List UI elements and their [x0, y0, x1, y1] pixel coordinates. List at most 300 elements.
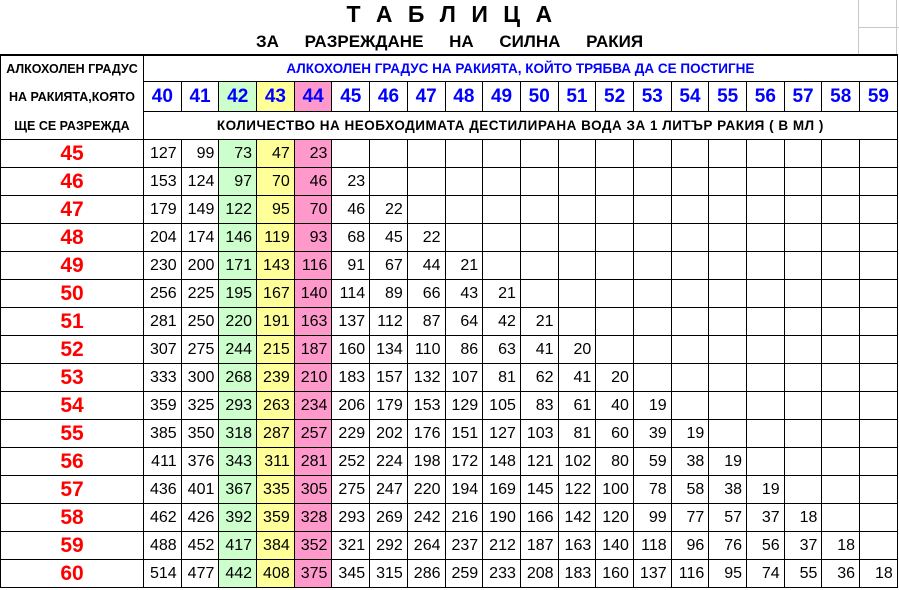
water-ml-cell: 392 [219, 504, 257, 532]
water-ml-cell: 19 [747, 476, 785, 504]
empty-cell [860, 532, 898, 560]
water-ml-cell: 401 [182, 476, 220, 504]
empty-cell [860, 280, 898, 308]
water-ml-cell: 187 [521, 532, 559, 560]
water-ml-cell: 376 [182, 448, 220, 476]
empty-cell [634, 196, 672, 224]
water-ml-cell: 45 [370, 224, 408, 252]
water-ml-cell: 142 [559, 504, 597, 532]
water-ml-cell: 55 [785, 560, 823, 588]
source-degree-55: 55 [1, 420, 144, 448]
water-ml-cell: 345 [332, 560, 370, 588]
empty-cell [634, 224, 672, 252]
water-ml-cell: 95 [709, 560, 747, 588]
water-ml-cell: 83 [521, 392, 559, 420]
empty-cell [860, 476, 898, 504]
water-ml-cell: 305 [295, 476, 333, 504]
empty-cell [596, 308, 634, 336]
water-ml-cell: 18 [785, 504, 823, 532]
empty-cell [672, 392, 710, 420]
empty-cell [634, 308, 672, 336]
water-ml-cell: 145 [521, 476, 559, 504]
target-degree-43: 43 [257, 82, 295, 112]
empty-cell [822, 476, 860, 504]
empty-cell [709, 280, 747, 308]
empty-cell [822, 280, 860, 308]
empty-cell [596, 224, 634, 252]
water-ml-cell: 134 [370, 336, 408, 364]
water-ml-cell: 264 [408, 532, 446, 560]
source-degree-59: 59 [1, 532, 144, 560]
water-ml-cell: 105 [483, 392, 521, 420]
water-ml-cell: 157 [370, 364, 408, 392]
empty-cell [634, 140, 672, 168]
source-degree-57: 57 [1, 476, 144, 504]
water-ml-cell: 242 [408, 504, 446, 532]
water-ml-cell: 122 [219, 196, 257, 224]
empty-cell [521, 168, 559, 196]
empty-cell [785, 364, 823, 392]
empty-cell [822, 448, 860, 476]
water-ml-cell: 194 [446, 476, 484, 504]
empty-cell [709, 392, 747, 420]
water-amount-header: КОЛИЧЕСТВО НА НЕОБХОДИМАТА ДЕСТИЛИРАНА ВОДА ЗА 1 ЛИТЪР РАКИЯ ( В МЛ ) [144, 112, 898, 140]
water-ml-cell: 124 [182, 168, 220, 196]
empty-cell [822, 252, 860, 280]
empty-cell [709, 224, 747, 252]
empty-cell [370, 140, 408, 168]
water-ml-cell: 60 [596, 420, 634, 448]
water-ml-cell: 244 [219, 336, 257, 364]
water-ml-cell: 250 [182, 308, 220, 336]
table-title: Т А Б Л И Ц А [346, 1, 557, 27]
empty-cell [672, 252, 710, 280]
target-degree-48: 48 [446, 82, 484, 112]
water-ml-cell: 367 [219, 476, 257, 504]
water-ml-cell: 325 [182, 392, 220, 420]
empty-cell [483, 140, 521, 168]
target-degree-49: 49 [483, 82, 521, 112]
water-ml-cell: 61 [559, 392, 597, 420]
dilution-table [0, 54, 898, 588]
water-ml-cell: 359 [257, 504, 295, 532]
empty-cell [559, 252, 597, 280]
water-ml-cell: 452 [182, 532, 220, 560]
water-ml-cell: 275 [182, 336, 220, 364]
empty-cell [672, 364, 710, 392]
water-ml-cell: 256 [144, 280, 182, 308]
empty-cell [860, 364, 898, 392]
water-ml-cell: 307 [144, 336, 182, 364]
empty-cell [672, 336, 710, 364]
water-ml-cell: 230 [144, 252, 182, 280]
target-degree-55: 55 [709, 82, 747, 112]
water-ml-cell: 41 [521, 336, 559, 364]
water-ml-cell: 462 [144, 504, 182, 532]
empty-cell [822, 308, 860, 336]
empty-cell [860, 392, 898, 420]
water-ml-cell: 132 [408, 364, 446, 392]
water-ml-cell: 21 [521, 308, 559, 336]
empty-cell [860, 196, 898, 224]
empty-cell [785, 168, 823, 196]
empty-cell [822, 336, 860, 364]
target-degree-46: 46 [370, 82, 408, 112]
water-ml-cell: 166 [521, 504, 559, 532]
water-ml-cell: 20 [559, 336, 597, 364]
source-degree-54: 54 [1, 392, 144, 420]
empty-cell [408, 168, 446, 196]
water-ml-cell: 247 [370, 476, 408, 504]
water-ml-cell: 70 [257, 168, 295, 196]
target-degree-56: 56 [747, 82, 785, 112]
water-ml-cell: 89 [370, 280, 408, 308]
water-ml-cell: 46 [295, 168, 333, 196]
target-degree-57: 57 [785, 82, 823, 112]
empty-cell [370, 168, 408, 196]
water-ml-cell: 93 [295, 224, 333, 252]
water-ml-cell: 183 [559, 560, 597, 588]
water-ml-cell: 19 [634, 392, 672, 420]
water-ml-cell: 385 [144, 420, 182, 448]
empty-cell [822, 420, 860, 448]
water-ml-cell: 315 [370, 560, 408, 588]
water-ml-cell: 169 [483, 476, 521, 504]
water-ml-cell: 21 [446, 252, 484, 280]
water-ml-cell: 292 [370, 532, 408, 560]
empty-cell [785, 476, 823, 504]
water-ml-cell: 286 [408, 560, 446, 588]
target-degree-header: АЛКОХОЛЕН ГРАДУС НА РАКИЯТА, КОЙТО ТРЯБВА ДА СЕ ПОСТИГНЕ [144, 56, 898, 82]
source-degree-48: 48 [1, 224, 144, 252]
water-ml-cell: 220 [408, 476, 446, 504]
water-ml-cell: 21 [483, 280, 521, 308]
empty-cell [860, 504, 898, 532]
water-ml-cell: 37 [785, 532, 823, 560]
water-ml-cell: 514 [144, 560, 182, 588]
empty-cell [860, 308, 898, 336]
source-degree-50: 50 [1, 280, 144, 308]
water-ml-cell: 59 [634, 448, 672, 476]
water-ml-cell: 74 [747, 560, 785, 588]
water-ml-cell: 67 [370, 252, 408, 280]
water-ml-cell: 68 [332, 224, 370, 252]
empty-cell [747, 140, 785, 168]
water-ml-cell: 22 [370, 196, 408, 224]
water-ml-cell: 328 [295, 504, 333, 532]
empty-cell [521, 252, 559, 280]
source-degree-60: 60 [1, 560, 144, 588]
water-ml-cell: 46 [332, 196, 370, 224]
water-ml-cell: 127 [144, 140, 182, 168]
water-ml-cell: 64 [446, 308, 484, 336]
water-ml-cell: 137 [634, 560, 672, 588]
empty-cell [709, 252, 747, 280]
water-ml-cell: 220 [219, 308, 257, 336]
empty-cell [860, 140, 898, 168]
empty-cell [483, 196, 521, 224]
water-ml-cell: 22 [408, 224, 446, 252]
empty-cell [672, 168, 710, 196]
water-ml-cell: 107 [446, 364, 484, 392]
empty-cell [860, 168, 898, 196]
water-ml-cell: 321 [332, 532, 370, 560]
water-ml-cell: 114 [332, 280, 370, 308]
target-degree-51: 51 [559, 82, 597, 112]
water-ml-cell: 63 [483, 336, 521, 364]
water-ml-cell: 252 [332, 448, 370, 476]
water-ml-cell: 163 [295, 308, 333, 336]
water-ml-cell: 411 [144, 448, 182, 476]
source-degree-header-line2: НА РАКИЯТА,КОЯТО [1, 82, 144, 112]
water-ml-cell: 233 [483, 560, 521, 588]
water-ml-cell: 202 [370, 420, 408, 448]
water-ml-cell: 99 [182, 140, 220, 168]
empty-cell [709, 140, 747, 168]
water-ml-cell: 359 [144, 392, 182, 420]
empty-cell [860, 224, 898, 252]
empty-cell [709, 420, 747, 448]
source-degree-56: 56 [1, 448, 144, 476]
empty-cell [785, 336, 823, 364]
empty-cell [521, 196, 559, 224]
empty-cell [559, 224, 597, 252]
water-ml-cell: 206 [332, 392, 370, 420]
water-ml-cell: 153 [144, 168, 182, 196]
source-degree-47: 47 [1, 196, 144, 224]
sheet-gridline [858, 27, 899, 28]
empty-cell [747, 420, 785, 448]
water-ml-cell: 103 [521, 420, 559, 448]
water-ml-cell: 212 [483, 532, 521, 560]
source-degree-51: 51 [1, 308, 144, 336]
water-ml-cell: 78 [634, 476, 672, 504]
empty-cell [785, 252, 823, 280]
empty-cell [672, 140, 710, 168]
empty-cell [860, 420, 898, 448]
source-degree-52: 52 [1, 336, 144, 364]
water-ml-cell: 87 [408, 308, 446, 336]
empty-cell [860, 336, 898, 364]
empty-cell [672, 224, 710, 252]
water-ml-cell: 160 [596, 560, 634, 588]
water-ml-cell: 287 [257, 420, 295, 448]
empty-cell [709, 336, 747, 364]
water-ml-cell: 81 [559, 420, 597, 448]
water-ml-cell: 187 [295, 336, 333, 364]
water-ml-cell: 195 [219, 280, 257, 308]
empty-cell [747, 392, 785, 420]
water-ml-cell: 112 [370, 308, 408, 336]
water-ml-cell: 275 [332, 476, 370, 504]
empty-cell [785, 196, 823, 224]
target-degree-44: 44 [295, 82, 333, 112]
target-degree-58: 58 [822, 82, 860, 112]
empty-cell [785, 448, 823, 476]
empty-cell [446, 196, 484, 224]
water-ml-cell: 80 [596, 448, 634, 476]
water-ml-cell: 488 [144, 532, 182, 560]
empty-cell [634, 280, 672, 308]
empty-cell [822, 224, 860, 252]
empty-cell [747, 196, 785, 224]
empty-cell [822, 140, 860, 168]
target-degree-53: 53 [634, 82, 672, 112]
water-ml-cell: 41 [559, 364, 597, 392]
water-ml-cell: 18 [822, 532, 860, 560]
water-ml-cell: 174 [182, 224, 220, 252]
empty-cell [596, 168, 634, 196]
water-ml-cell: 40 [596, 392, 634, 420]
empty-cell [634, 364, 672, 392]
water-ml-cell: 81 [483, 364, 521, 392]
empty-cell [446, 224, 484, 252]
target-degree-41: 41 [182, 82, 220, 112]
target-degree-52: 52 [596, 82, 634, 112]
empty-cell [596, 140, 634, 168]
empty-cell [634, 336, 672, 364]
water-ml-cell: 293 [332, 504, 370, 532]
water-ml-cell: 122 [559, 476, 597, 504]
water-ml-cell: 19 [709, 448, 747, 476]
water-ml-cell: 42 [483, 308, 521, 336]
empty-cell [483, 224, 521, 252]
source-degree-header-line1: АЛКОХОЛЕН ГРАДУС [1, 56, 144, 82]
water-ml-cell: 97 [219, 168, 257, 196]
empty-cell [521, 140, 559, 168]
empty-cell [709, 168, 747, 196]
water-ml-cell: 417 [219, 532, 257, 560]
empty-cell [747, 280, 785, 308]
target-degree-40: 40 [144, 82, 182, 112]
water-ml-cell: 100 [596, 476, 634, 504]
empty-cell [559, 140, 597, 168]
empty-cell [709, 308, 747, 336]
water-ml-cell: 38 [709, 476, 747, 504]
source-degree-46: 46 [1, 168, 144, 196]
water-ml-cell: 384 [257, 532, 295, 560]
water-ml-cell: 143 [257, 252, 295, 280]
water-ml-cell: 300 [182, 364, 220, 392]
water-ml-cell: 39 [634, 420, 672, 448]
water-ml-cell: 70 [295, 196, 333, 224]
water-ml-cell: 148 [483, 448, 521, 476]
empty-cell [822, 364, 860, 392]
water-ml-cell: 116 [672, 560, 710, 588]
water-ml-cell: 95 [257, 196, 295, 224]
water-ml-cell: 91 [332, 252, 370, 280]
source-degree-53: 53 [1, 364, 144, 392]
water-ml-cell: 118 [634, 532, 672, 560]
water-ml-cell: 167 [257, 280, 295, 308]
water-ml-cell: 293 [219, 392, 257, 420]
water-ml-cell: 146 [219, 224, 257, 252]
water-ml-cell: 224 [370, 448, 408, 476]
water-ml-cell: 352 [295, 532, 333, 560]
water-ml-cell: 268 [219, 364, 257, 392]
water-ml-cell: 200 [182, 252, 220, 280]
empty-cell [785, 224, 823, 252]
empty-cell [483, 168, 521, 196]
water-ml-cell: 204 [144, 224, 182, 252]
source-degree-58: 58 [1, 504, 144, 532]
water-ml-cell: 20 [596, 364, 634, 392]
target-degree-45: 45 [332, 82, 370, 112]
water-ml-cell: 375 [295, 560, 333, 588]
water-ml-cell: 116 [295, 252, 333, 280]
water-ml-cell: 62 [521, 364, 559, 392]
empty-cell [408, 196, 446, 224]
source-degree-45: 45 [1, 140, 144, 168]
empty-cell [747, 168, 785, 196]
water-ml-cell: 23 [295, 140, 333, 168]
empty-cell [559, 308, 597, 336]
water-ml-cell: 86 [446, 336, 484, 364]
water-ml-cell: 23 [332, 168, 370, 196]
water-ml-cell: 44 [408, 252, 446, 280]
water-ml-cell: 73 [219, 140, 257, 168]
empty-cell [634, 252, 672, 280]
water-ml-cell: 129 [446, 392, 484, 420]
water-ml-cell: 259 [446, 560, 484, 588]
empty-cell [785, 392, 823, 420]
water-ml-cell: 237 [446, 532, 484, 560]
empty-cell [672, 196, 710, 224]
empty-cell [785, 420, 823, 448]
empty-cell [634, 168, 672, 196]
empty-cell [332, 140, 370, 168]
water-ml-cell: 208 [521, 560, 559, 588]
water-ml-cell: 38 [672, 448, 710, 476]
water-ml-cell: 442 [219, 560, 257, 588]
water-ml-cell: 350 [182, 420, 220, 448]
water-ml-cell: 19 [672, 420, 710, 448]
source-degree-header-line3: ЩЕ СЕ РАЗРЕЖДА [1, 112, 144, 140]
water-ml-cell: 190 [483, 504, 521, 532]
water-ml-cell: 176 [408, 420, 446, 448]
empty-cell [559, 168, 597, 196]
empty-cell [747, 336, 785, 364]
empty-cell [747, 308, 785, 336]
empty-cell [521, 224, 559, 252]
water-ml-cell: 37 [747, 504, 785, 532]
empty-cell [596, 252, 634, 280]
empty-cell [822, 392, 860, 420]
target-degree-47: 47 [408, 82, 446, 112]
water-ml-cell: 43 [446, 280, 484, 308]
empty-cell [559, 196, 597, 224]
water-ml-cell: 56 [747, 532, 785, 560]
empty-cell [521, 280, 559, 308]
water-ml-cell: 77 [672, 504, 710, 532]
water-ml-cell: 183 [332, 364, 370, 392]
empty-cell [822, 504, 860, 532]
water-ml-cell: 179 [144, 196, 182, 224]
water-ml-cell: 137 [332, 308, 370, 336]
water-ml-cell: 257 [295, 420, 333, 448]
water-ml-cell: 36 [822, 560, 860, 588]
empty-cell [596, 336, 634, 364]
empty-cell [672, 308, 710, 336]
water-ml-cell: 160 [332, 336, 370, 364]
water-ml-cell: 151 [446, 420, 484, 448]
empty-cell [785, 308, 823, 336]
empty-cell [483, 252, 521, 280]
water-ml-cell: 57 [709, 504, 747, 532]
water-ml-cell: 66 [408, 280, 446, 308]
table-subtitle: ЗА РАЗРЕЖДАНЕ НА СИЛНА РАКИЯ [255, 32, 644, 51]
empty-cell [860, 252, 898, 280]
